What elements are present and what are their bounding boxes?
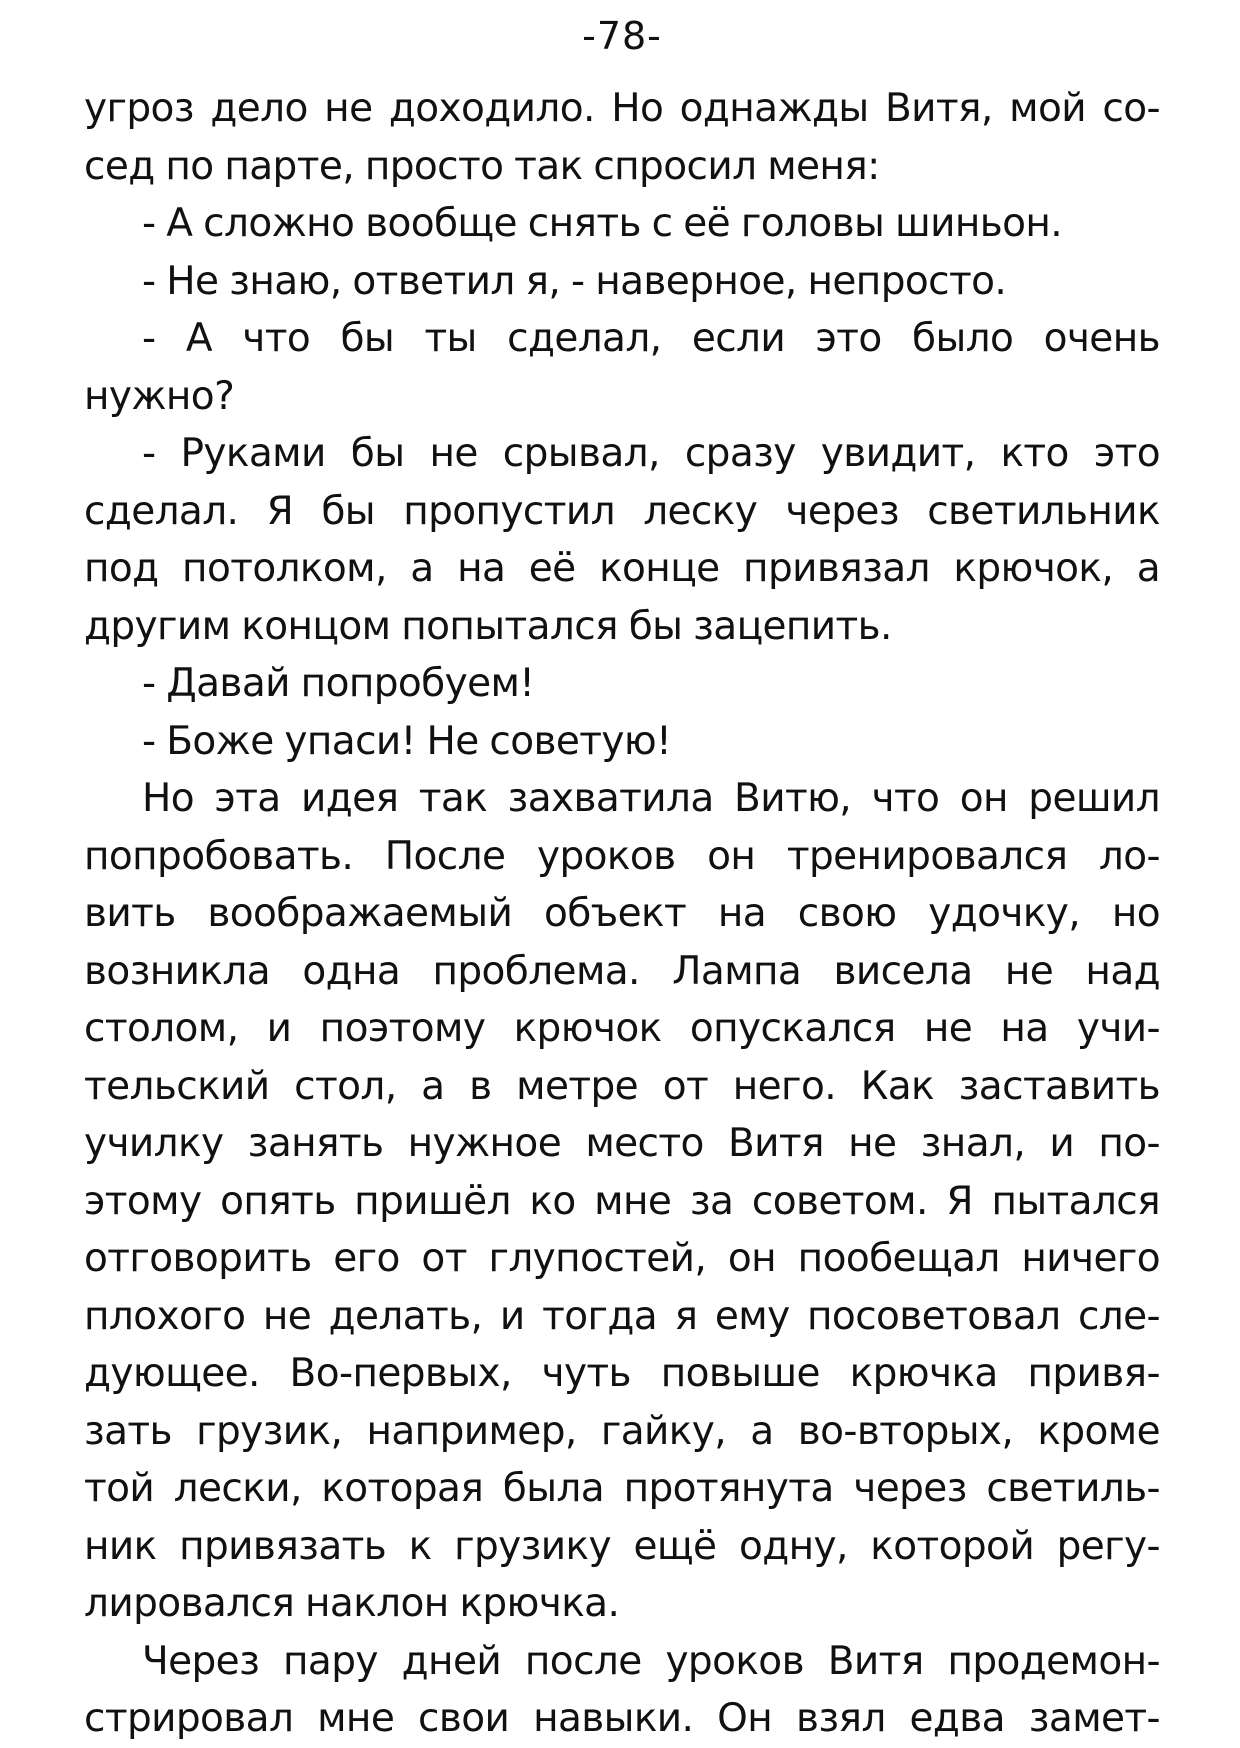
text-line: дующее. Во-первых, чуть повыше крючка привя- [84, 1351, 1160, 1396]
text-line: лировался наклон крючка. [84, 1581, 620, 1626]
text-line: Через пару дней после уроков Витя продемон- [142, 1638, 1160, 1684]
text-line: стрировал мне свои навыки. Он взял едва замет- [84, 1696, 1160, 1741]
text-line: - Не знаю, ответил я, - наверное, непросто. [142, 258, 1007, 304]
text-line: зать грузик, например, гайку, а во-вторых, кроме [84, 1408, 1160, 1454]
text-line: этому опять пришёл ко мне за советом. Я пытался [84, 1178, 1160, 1224]
text-line: - А сложно вообще снять с её головы шиньон. [142, 201, 1063, 246]
text-line: другим концом попытался бы зацепить. [84, 603, 892, 649]
text-line: - Давай попробуем! [142, 661, 535, 706]
text-line: тельский стол, а в метре от него. Как заставить [84, 1063, 1160, 1109]
text-line: училку занять нужное место Витя не знал, и по- [84, 1121, 1160, 1166]
text-line: возникла одна проблема. Лампа висела не над [84, 948, 1160, 994]
text-line: угроз дело не доходило. Но однажды Витя, мой со- [84, 86, 1160, 131]
text-line: - А что бы ты сделал, если это было очень [142, 316, 1160, 361]
text-line: столом, и поэтому крючок опускался не на учи- [84, 1006, 1160, 1051]
text-line: сед по парте, просто так спросил меня: [84, 143, 880, 189]
text-line: нужно? [84, 373, 235, 419]
page-text [84, 80, 1160, 1748]
book-page [84, 0, 1160, 1748]
text-line: отговорить его от глупостей, он пообещал ничего [84, 1236, 1160, 1281]
page-number: -78- [582, 14, 662, 58]
text-line: плохого не делать, и тогда я ему посоветовал сле- [84, 1293, 1160, 1339]
text-line: ник привязать к грузику ещё одну, которой регу- [84, 1523, 1160, 1569]
text-line: сделал. Я бы пропустил леску через светильник [84, 488, 1160, 534]
text-line: Но эта идея так захватила Витю, что он решил [142, 776, 1160, 821]
text-line: - Руками бы не срывал, сразу увидит, кто это [142, 431, 1160, 476]
text-line: той лески, которая была протянута через светиль- [84, 1466, 1160, 1511]
text-line: попробовать. После уроков он тренировался ло- [84, 833, 1160, 879]
text-line: - Боже упаси! Не советую! [142, 718, 672, 764]
text-line: вить воображаемый объект на свою удочку, но [84, 891, 1160, 936]
text-line: под потолком, а на её конце привязал крючок, а [84, 546, 1160, 591]
